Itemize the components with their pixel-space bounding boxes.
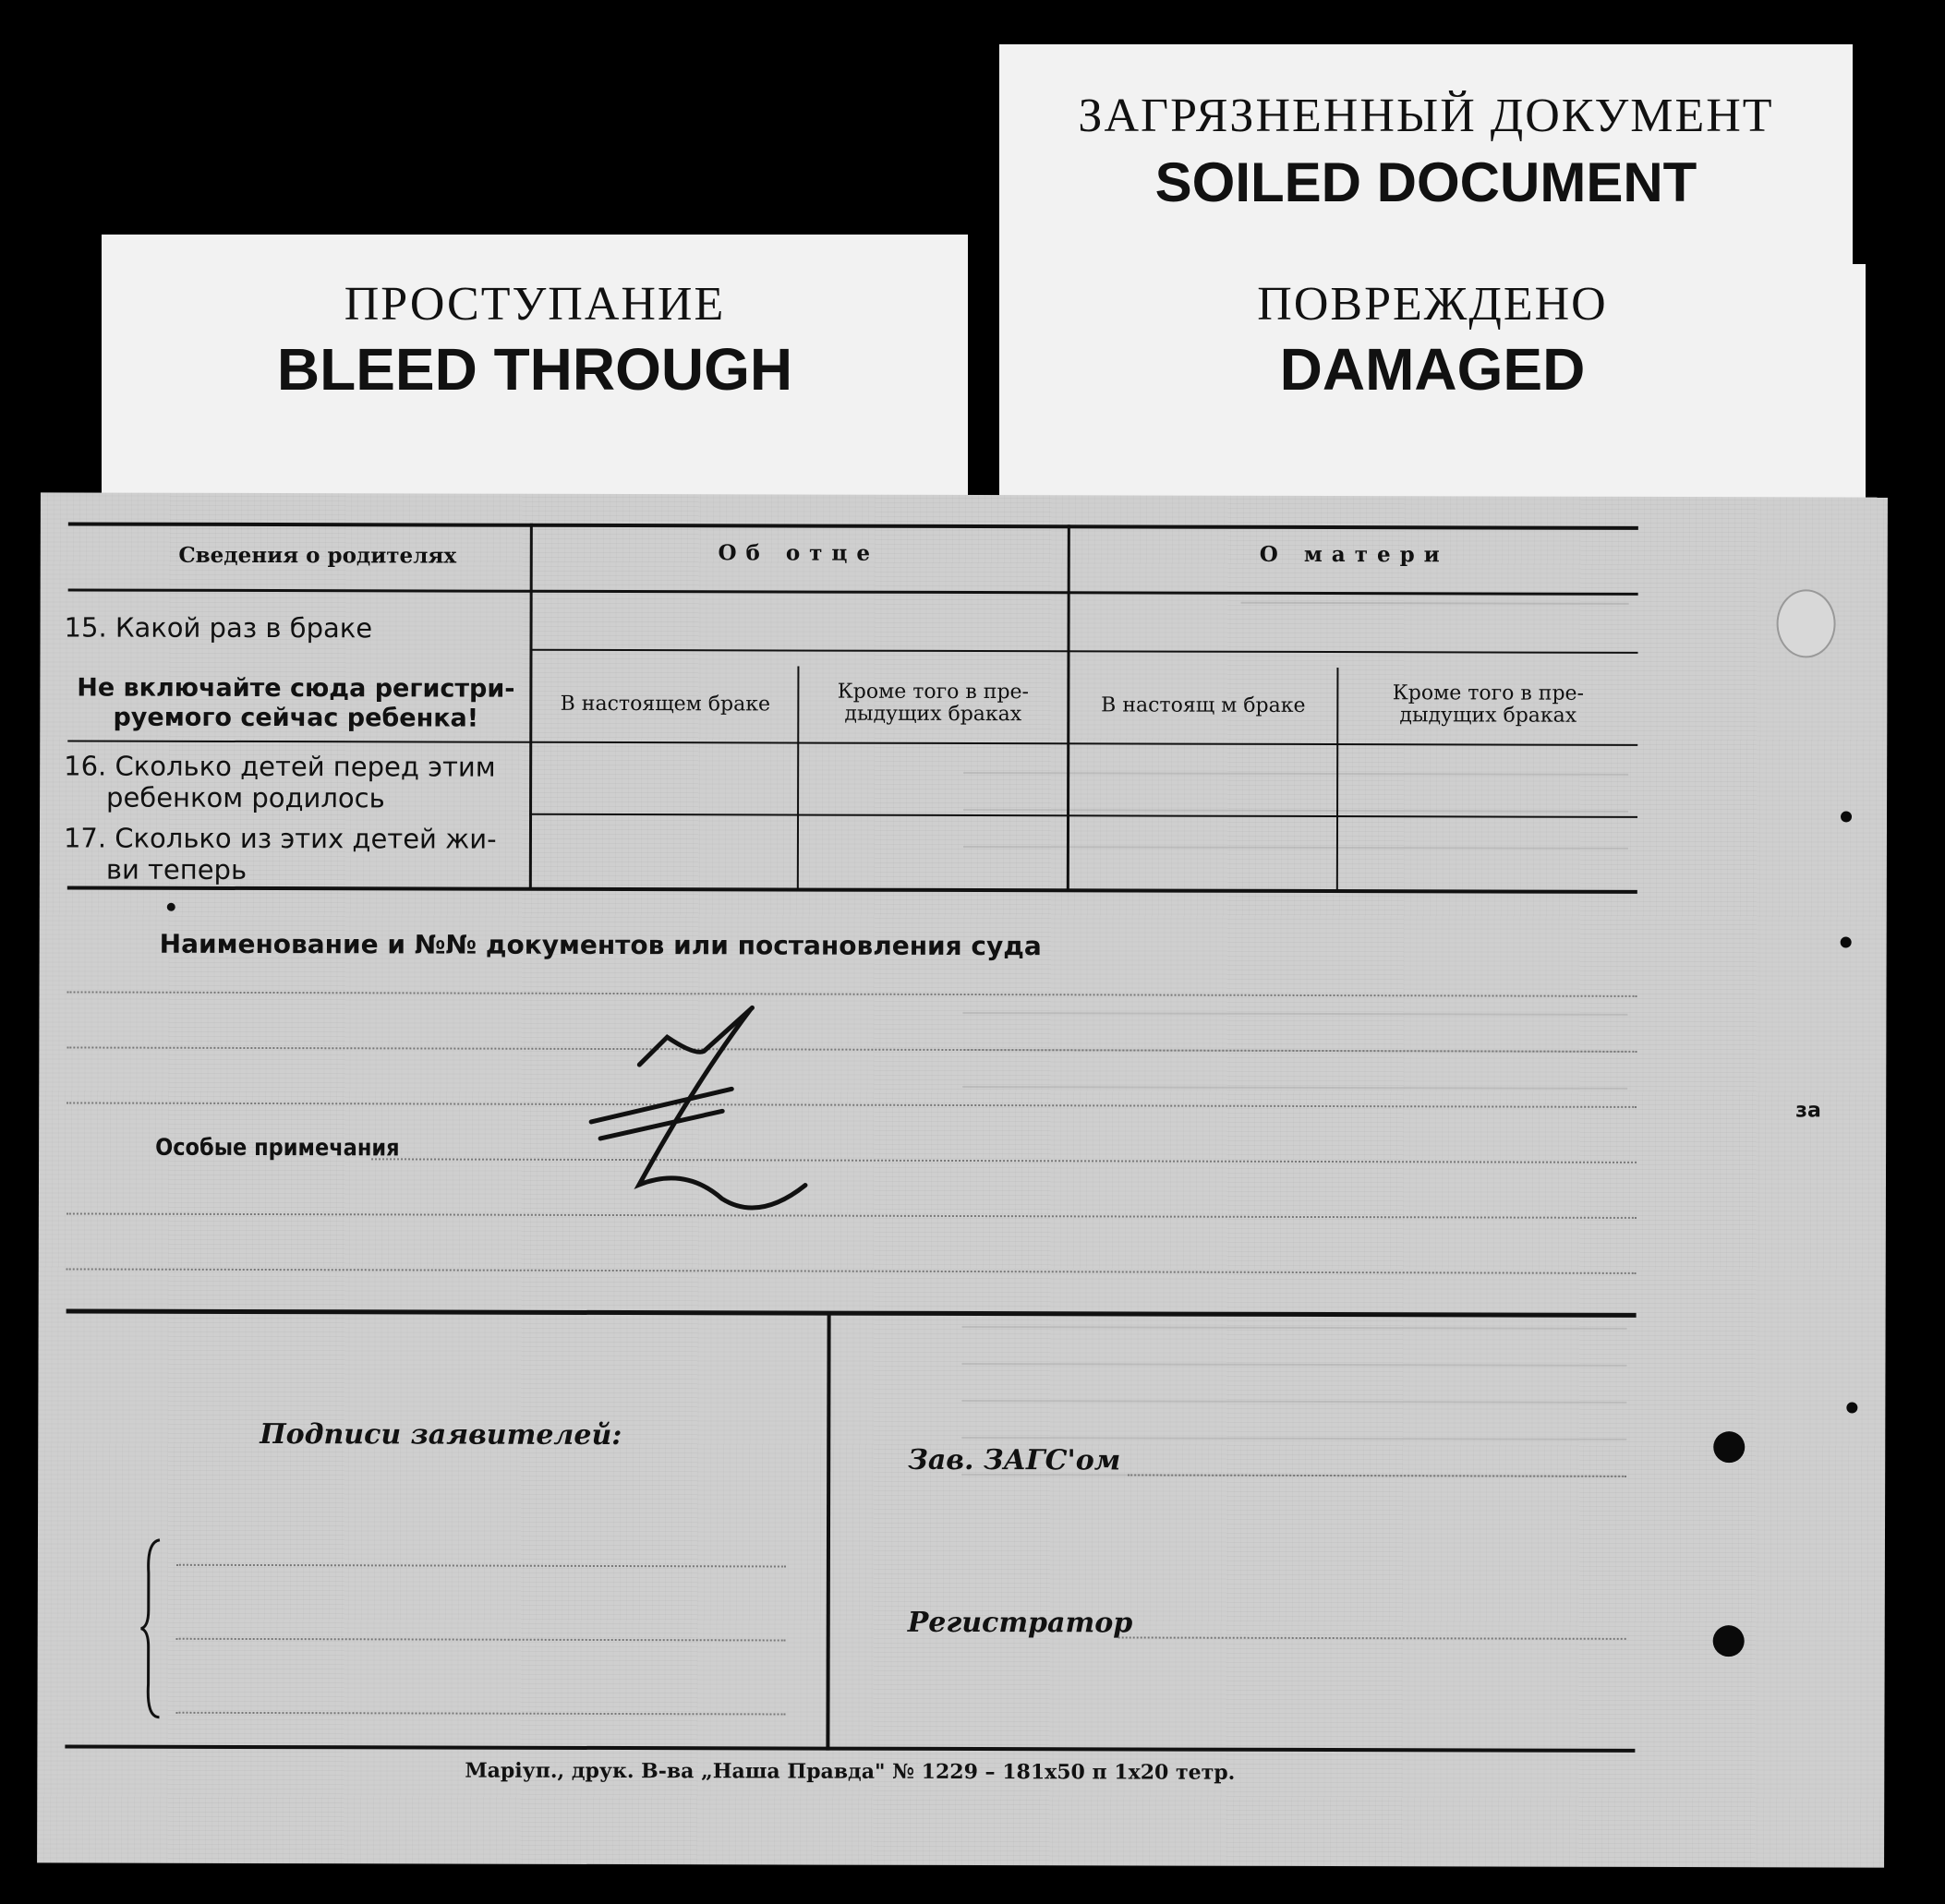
parents-info-heading: Сведения о родителях <box>178 542 457 569</box>
bleed-trace <box>961 1363 1626 1367</box>
bleed-trace <box>962 1086 1627 1090</box>
bleed-trace <box>1241 602 1629 605</box>
table-row-rule <box>67 740 1637 745</box>
bleed-through-tag <box>102 235 968 512</box>
paper-tear <box>1776 589 1835 657</box>
soiled-tag-ru: ЗАГРЯЗНЕННЫЙ ДОКУМЕНТ <box>1078 90 1774 142</box>
punch-hole <box>1841 811 1852 822</box>
registration-form-page <box>37 492 1888 1867</box>
bleed-trace <box>961 1400 1626 1404</box>
bleed-trace <box>963 772 1628 776</box>
punch-hole <box>1846 1403 1857 1414</box>
margin-text-fragment: за <box>1795 1099 1821 1123</box>
row-17-label-line1: 17. Сколько из этих детей жи- <box>63 822 497 855</box>
table-top-rule <box>68 522 1638 529</box>
father-previous-marriages-header <box>799 681 1067 727</box>
damaged-tag <box>999 264 1866 513</box>
documents-line <box>67 991 1637 996</box>
bleed-tag-ru: ПРОСТУПАНИЕ <box>344 278 726 331</box>
signature-section-divider <box>826 1313 830 1751</box>
signature-line <box>175 1712 785 1716</box>
father-current-marriage-header: В настоящем браке <box>560 692 771 717</box>
signature-line <box>176 1638 786 1642</box>
registry-head-label: Зав. ЗАГС'ом <box>908 1443 1121 1477</box>
documents-line <box>66 1102 1637 1107</box>
damaged-tag-en: DAMAGED <box>1279 336 1586 403</box>
exclusion-note-line2: руемого сейчас ребенка! <box>113 703 479 733</box>
printer-imprint: Маріуп., друк. В-ва „Наша Правда" № 1229 – 181х50 п 1х20 тетр. <box>465 1758 1236 1785</box>
mother-previous-line2: дыдущих браках <box>1399 704 1577 728</box>
mother-heading: О матери <box>1259 541 1449 568</box>
special-notes-label: Особые примечания <box>155 1133 400 1162</box>
special-notes-line <box>66 1212 1637 1218</box>
soiled-tag-en: SOILED DOCUMENT <box>1154 151 1697 213</box>
row-17-label-line2: ви теперь <box>105 853 248 886</box>
row-16-label-line1: 16. Сколько детей перед этим <box>64 750 496 783</box>
registrar-line <box>1118 1636 1626 1639</box>
mother-current-marriage-header: В настоящ м браке <box>1101 693 1306 717</box>
father-previous-line2: дыдущих браках <box>844 702 1022 727</box>
registrar-label: Регистратор <box>907 1606 1133 1640</box>
documents-label: Наименование и №№ документов или постановления суда <box>159 928 1042 962</box>
special-notes-line <box>66 1268 1637 1273</box>
row-16-label-line2: ребенком родилось <box>106 781 385 814</box>
exclusion-note <box>60 673 531 733</box>
father-previous-line1: Кроме того в пре- <box>837 680 1030 705</box>
bleed-trace <box>962 1326 1627 1330</box>
exclusion-note-line1: Не включайте сюда регистри- <box>77 673 515 704</box>
punch-hole <box>1713 1625 1745 1657</box>
bleed-trace <box>963 846 1628 850</box>
table-row-rule <box>529 813 1637 818</box>
table-subheader-rule <box>529 649 1637 654</box>
signature-section-top-rule <box>66 1308 1637 1317</box>
signature-section-bottom-rule <box>65 1744 1635 1752</box>
registry-head-line <box>1128 1474 1626 1476</box>
ink-dot <box>167 903 175 911</box>
documents-line <box>66 1046 1637 1052</box>
father-heading: Об отце <box>718 540 880 566</box>
table-bottom-rule <box>67 886 1637 893</box>
bleed-trace <box>962 1012 1627 1016</box>
signature-line <box>176 1564 786 1568</box>
mother-previous-line1: Кроме того в пре- <box>1392 681 1585 705</box>
table-header-rule <box>68 588 1638 595</box>
mother-previous-marriages-header <box>1338 682 1637 728</box>
damaged-tag-ru: ПОВРЕЖДЕНО <box>1257 278 1608 331</box>
bleed-tag-en: BLEED THROUGH <box>276 336 793 403</box>
handwritten-z-strike-mark <box>584 1000 825 1223</box>
punch-hole <box>1841 936 1852 947</box>
special-notes-line <box>371 1158 1637 1163</box>
applicant-signatures-label: Подписи заявителей: <box>260 1418 622 1452</box>
soiled-document-tag <box>999 44 1853 284</box>
signature-brace <box>139 1536 167 1721</box>
punch-hole <box>1713 1431 1745 1463</box>
bleed-trace <box>961 1437 1626 1440</box>
row-15-label: 15. Какой раз в браке <box>64 611 373 645</box>
bleed-trace <box>963 809 1628 813</box>
